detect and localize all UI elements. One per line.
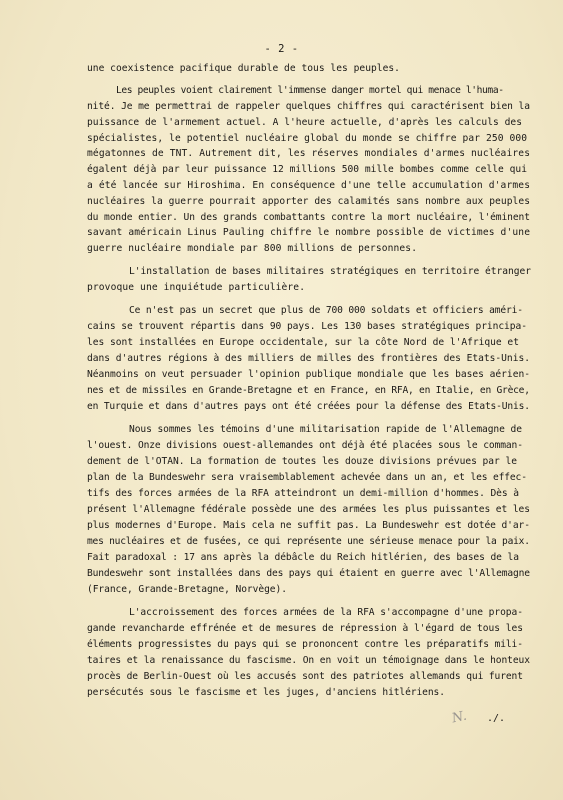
text-line: tifs des forces armées de la RFA atteindront un demi-million d'hommes. Dès à [87,488,519,499]
text-line: dement de l'OTAN. La formation de toutes les douze divisions prévues par le [87,456,517,467]
text-line: nes et de missiles en Grande-Bretagne et en France, en RFA, en Italie, en Grèce, [87,385,530,396]
text-line: (France, Grande-Bretagne, Norvège). [87,584,287,595]
text-line: puissance de l'armement actuel. A l'heure actuelle, d'après les calculs des [87,117,522,128]
text-line: éléments progressistes du pays qui se prononcent contre les préparatifs mili- [87,639,523,650]
text-line: les sont installées en Europe occidentale, sur la côte Nord de l'Afrique et [87,337,519,348]
text-line: Nous sommes les témoins d'une militarisation rapide de l'Allemagne de [129,424,522,435]
text-line: plan de la Bundeswehr sera vraisemblablement achevée dans un an, et les effec- [87,472,527,483]
text-line: nucléaires la guerre pourrait apporter des calamités sans nombre aux peuples [87,196,531,207]
text-line: l'ouest. Onze divisions ouest-allemandes ont déjà été placées sous le comman- [87,440,523,451]
text-line: provoque une inquiétude particulière. [87,282,306,293]
text-line: Fait paradoxal : 17 ans après la débâcle du Reich hitlérien, des bases de la [87,552,519,563]
text-line: Ce n'est pas un secret que plus de 700 000 soldats et officiers améri- [129,305,523,316]
handwritten-annotation: N. [450,708,469,727]
text-line: cains se trouvent répartis dans 90 pays. Les 130 bases stratégiques principa- [87,321,527,332]
text-line: savant américain Linus Pauling chiffre le nombre possible de victimes d'une [87,227,531,238]
page-number: - 2 - [264,43,299,55]
text-line: spécialistes, le potentiel nucléaire global du monde se chiffre par 250 000 [87,133,528,144]
text-line: dans d'autres régions à des milliers de milles des frontières des Etats-Unis. [87,353,530,364]
text-line: égalent déjà par leur puissance 12 millions 500 mille bombes comme celle qui [87,164,527,175]
text-line: Les peuples voient clairement l'immense danger mortel qui menace l'huma- [116,85,504,96]
text-line: taires et la renaissance du fascisme. On en voit un témoignage dans le honteux [87,655,530,666]
continuation-mark: ./. [487,713,506,724]
text-line: gande revancharde effrénée et de mesures de répression à l'égard de tous les [87,623,523,634]
text-line: plus modernes d'Europe. Mais cela ne suffit pas. La Bundeswehr est dotée d'ar- [87,520,530,531]
text-line: en Turquie et dans d'autres pays ont été créées pour la défense des Etats-Unis. [87,401,530,412]
text-line: du monde entier. Un des grands combattants contre la mort nucléaire, l'éminent [87,212,530,223]
text-line: L'installation de bases militaires stratégiques en territoire étranger [129,266,531,277]
text-line: mes nucléaires et de fusées, ce qui représente une sérieuse menace pour la paix. [87,536,530,547]
text-line: a été lancée sur Hiroshima. En conséquence d'une telle accumulation d'armes [87,180,531,191]
text-line: L'accroissement des forces armées de la RFA s'accompagne d'une propa- [129,607,523,618]
text-line: procès de Berlin-Ouest où les accusés sont des patriotes allemands qui furent [87,671,523,682]
text-line: mégatonnes de TNT. Autrement dit, les réserves mondiales d'armes nucléaires [87,148,531,159]
text-line: Néanmoins on veut persuader l'opinion publique mondiale que les bases aérien- [87,369,530,380]
text-line: guerre nucléaire mondiale par 800 millions de personnes. [87,243,418,254]
text-line: persécutés sous le fascisme et les juges, d'anciens hitlériens. [87,687,445,698]
text-line: une coexistence pacifique durable de tous les peuples. [87,63,400,74]
text-line: Bundeswehr sont installées dans des pays qui étaient en guerre avec l'Allemagne [87,568,530,579]
text-line: nité. Je me permettrai de rappeler quelques chiffres qui caractérisent bien la [87,101,530,112]
text-line: présent l'Allemagne fédérale possède une des armées les plus puissantes et les [87,504,530,515]
